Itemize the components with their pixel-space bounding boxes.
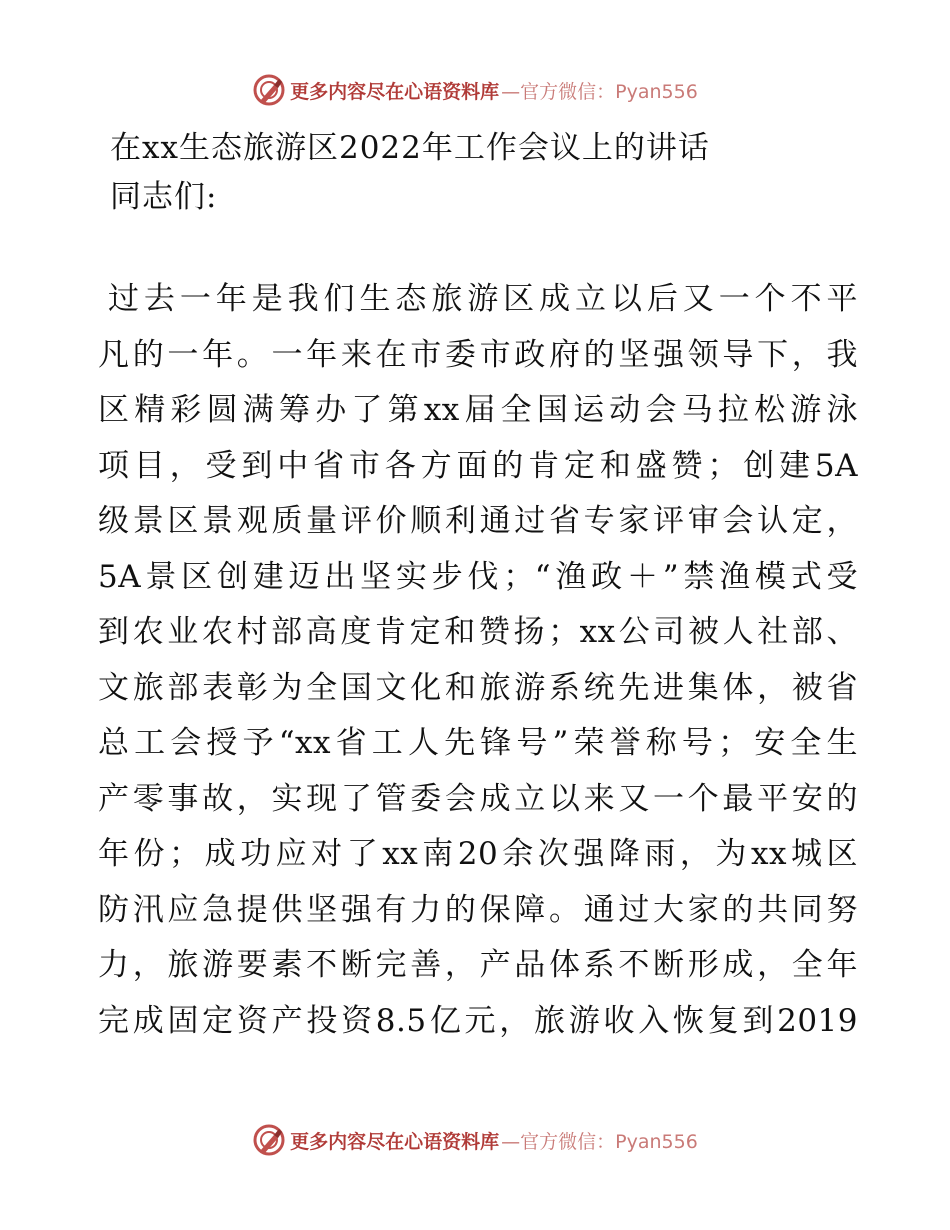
paragraph-line: 完成固定资产投资8.5亿元，旅游收入恢复到2019: [98, 1002, 858, 1039]
body-paragraph: [98, 272, 858, 1049]
header-watermark: [0, 70, 950, 110]
salutation: 同志们:: [110, 179, 218, 215]
pen-logo-icon: [252, 1123, 286, 1157]
paragraph-line: 总工会授予“xx省工人先锋号”荣誉称号；安全生: [98, 725, 858, 761]
pen-logo-icon: [252, 73, 286, 107]
paragraph-line: 年份；成功应对了xx南20余次强降雨，为xx城区: [98, 836, 858, 872]
watermark-contact-text: —官方微信：Pyan556: [501, 80, 698, 103]
paragraph-line: 文旅部表彰为全国文化和旅游系统先进集体，被省: [98, 669, 858, 706]
watermark-contact-text: —官方微信：Pyan556: [501, 1130, 698, 1153]
footer-watermark: [0, 1120, 950, 1160]
document-title: 在xx生态旅游区2022年工作会议上的讲话: [110, 130, 710, 166]
paragraph-line: 项目，受到中省市各方面的肯定和盛赞；创建5A: [98, 447, 858, 484]
paragraph-line: 级景区景观质量评价顺利通过省专家评审会认定，: [98, 503, 858, 539]
watermark-brand-text: 更多内容尽在心语资料库: [290, 1130, 500, 1153]
paragraph-line: 到农业农村部高度肯定和赞扬；xx公司被人社部、: [98, 614, 858, 650]
paragraph-line: 过去一年是我们生态旅游区成立以后又一个不平: [108, 281, 858, 317]
paragraph-line: 产零事故，实现了管委会成立以来又一个最平安的: [98, 780, 858, 817]
paragraph-line: 区精彩圆满筹办了第xx届全国运动会马拉松游泳: [98, 392, 858, 428]
paragraph-line: 力，旅游要素不断完善，产品体系不断形成，全年: [98, 947, 858, 983]
watermark-brand-text: 更多内容尽在心语资料库: [290, 80, 500, 103]
paragraph-line: 5A景区创建迈出坚实步伐；“渔政＋”禁渔模式受: [98, 558, 858, 595]
paragraph-line: 凡的一年。一年来在市委市政府的坚强领导下，我: [98, 336, 858, 373]
paragraph-line: 防汛应急提供坚强有力的保障。通过大家的共同努: [98, 891, 858, 928]
